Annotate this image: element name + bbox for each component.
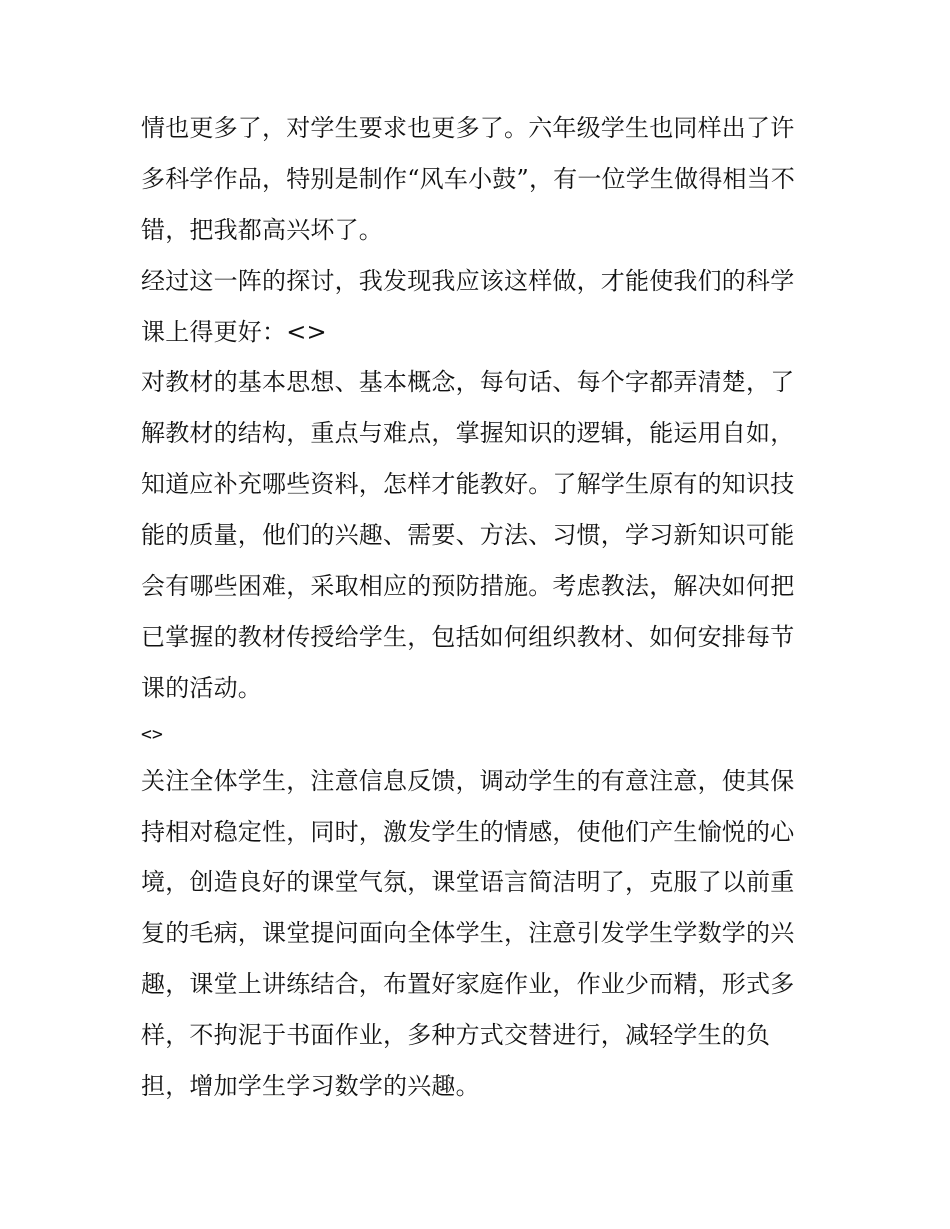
text-line: 已掌握的教材传授给学生，包括如何组织教材、如何安排每节 <box>141 622 795 651</box>
text-line: 关注全体学生，注意信息反馈，调动学生的有意注意，使其保 <box>141 766 795 795</box>
text-line: 解教材的结构，重点与难点，掌握知识的逻辑，能运用自如， <box>141 419 795 448</box>
text-line: 复的毛病，课堂提问面向全体学生，注意引发学生学数学的兴 <box>141 919 795 948</box>
marker-line: <> <box>141 723 164 745</box>
text-line: 境，创造良好的课堂气氛，课堂语言简洁明了，克服了以前重 <box>141 868 795 897</box>
text-line: 对教材的基本思想、基本概念，每句话、每个字都弄清楚，了 <box>141 368 795 397</box>
text-line: 趣，课堂上讲练结合，布置好家庭作业，作业少而精，形式多 <box>141 970 795 999</box>
document-body <box>141 103 821 1112</box>
text-line: 担，增加学生学习数学的兴趣。 <box>141 1072 480 1101</box>
text-line: 多科学作品，特别是制作“风车小鼓”，有一位学生做得相当不 <box>141 164 796 193</box>
text-line: 持相对稳定性，同时，激发学生的情感，使他们产生愉悦的心 <box>141 817 795 846</box>
text-line: 知道应补充哪些资料，怎样才能教好。了解学生原有的知识技 <box>141 470 795 499</box>
text-line: 错，把我都高兴坏了。 <box>141 215 383 244</box>
text-line: 课上得更好：<> <box>141 317 327 346</box>
text-line: 会有哪些困难，采取相应的预防措施。考虑教法，解决如何把 <box>141 572 795 601</box>
text-line: 经过这一阵的探讨，我发现我应该这样做，才能使我们的科学 <box>141 266 795 295</box>
text-line: 情也更多了，对学生要求也更多了。六年级学生也同样出了许 <box>141 114 795 142</box>
text-line: 样，不拘泥于书面作业，多种方式交替进行，减轻学生的负 <box>141 1021 771 1050</box>
text-line: 课的活动。 <box>141 673 262 702</box>
text-line: 能的质量，他们的兴趣、需要、方法、习惯，学习新知识可能 <box>141 521 795 550</box>
